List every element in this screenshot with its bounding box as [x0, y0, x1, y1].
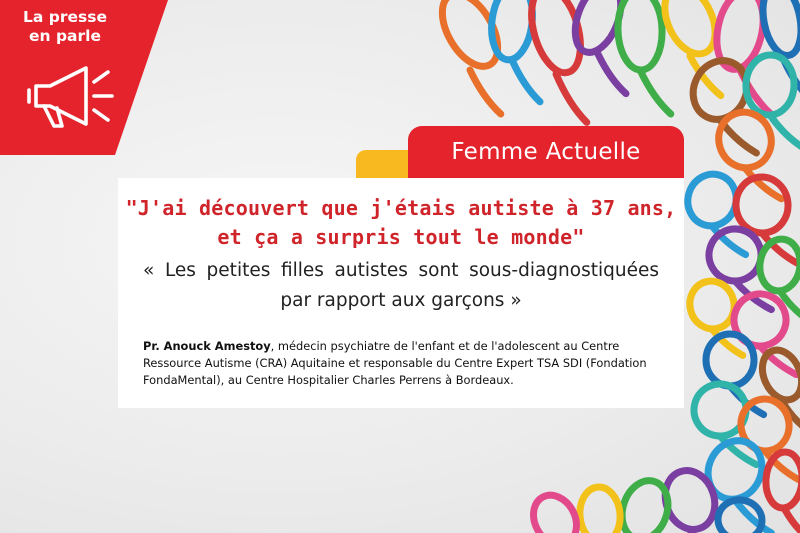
author-name: Pr. Anouck Amestoy	[143, 339, 271, 353]
rope-loop	[689, 379, 757, 465]
rope-loop	[764, 451, 800, 533]
rope-loop	[578, 485, 628, 533]
rope-loop	[525, 488, 585, 533]
author-description: , médecin psychiatre de l'enfant et de l'adolescent au Centre Ressource Autisme (CRA) Aquitaine et responsable du Centre Expert TSA SDI (Fondation FondaMental), au Centre Hospitalier Charles Perrens à Bordeaux.	[143, 339, 647, 387]
author-credit	[143, 338, 663, 389]
article-card	[118, 178, 684, 408]
press-badge-label: La presse en parle	[23, 8, 107, 45]
source-badge: Femme Actuelle	[408, 126, 684, 178]
article-quote: « Les petites filles autistes sont sous-diagnostiquées par rapport aux garçons »	[143, 260, 659, 311]
megaphone-icon	[24, 56, 119, 136]
article-headline: "J'ai découvert que j'étais autiste à 37 ans, et ça a surpris tout le monde"	[125, 196, 677, 249]
